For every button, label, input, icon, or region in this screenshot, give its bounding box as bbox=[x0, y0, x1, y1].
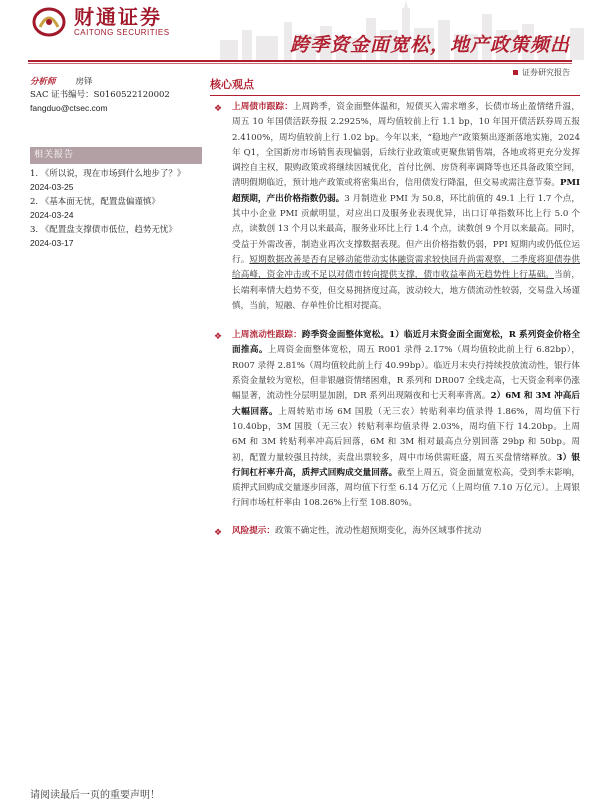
section-liquidity bbox=[210, 328, 580, 512]
section-text: 截至上周五，资金面量宽松高，受到季末影响，质押式回购成交量逐步回落，周均值下行至 6.14 万亿元（上周均值 7.10 万亿元）。上周银行间市场杠杆率由 108.26%上行至 108.80%。 bbox=[232, 467, 580, 509]
logo-chinese-name: 财通证券 bbox=[74, 5, 162, 29]
diamond-bullet-icon: ❖ bbox=[214, 527, 223, 538]
section-text: 当前，长端利率情大趋势不变，但交易拥挤度过高，波动较大，地方债流动性较弱，交易盘入场谨慎，当前，短融、存单性价比相对提高。 bbox=[232, 270, 580, 311]
diamond-bullet-icon: ❖ bbox=[214, 104, 223, 114]
report-type-text: 证券研究报告 bbox=[522, 68, 570, 77]
diamond-bullet-icon: ❖ bbox=[214, 332, 223, 343]
report-header bbox=[0, 0, 600, 72]
report-title: 跨季资金面宽松，地产政策频出 bbox=[289, 34, 570, 56]
related-reports-heading: 相关报告 bbox=[30, 147, 202, 164]
related-reports-list bbox=[30, 168, 202, 250]
related-report-date: 2024-03-25 bbox=[30, 182, 74, 192]
core-views-heading: 核心观点 bbox=[210, 76, 580, 96]
related-report-item[interactable] bbox=[30, 196, 202, 222]
footer-disclaimer: 请阅读最后一页的重要声明！ bbox=[30, 790, 160, 800]
section-text: 上周跨季，资金面整体温和，短债买入需求增多，长债市场止盈情绪升温，周五 10 年国债活跃券报 2.2925%，周均值较前上行 1.1 bp，10 年国开债活跃券周五报 2.4100%，周均值较前上行 1.02 bp。今年以来，“稳地产”政策频出逐渐落地实施，2024 年 Q1，全国新房市场销售表现偏弱，后续行业政策或更聚焦销售端，各地或将更充分发挥调控自主权，限购政策或将继续因城优化，首付比例、房贷利率调降等也还具备政策空间，清明假期临近，预计地产政策或将密集出台，信用债发行降温，但交易或需注意节奏。 bbox=[232, 102, 580, 189]
section-underlined-text: 短期数据改善是否有足够动能带动实体融资需求较快回升尚需观察，二季度将迎债券供给高峰，资金冲击或不足以对债市转向提供支撑，债市收益率尚无趋势性上行基础。 bbox=[232, 254, 580, 281]
section-text: 3 月制造业 PMI 为 50.8，环比前值的 49.1 上行 1.7 个点，其中小企业 PMI 贡献明显，对应出口及服务业表现优异，出口订单指数环比上行 5.0 个点，读数创 13 个月以来最高，服务业环比上行 1.4 个点，读数创 9 个月以来最高。同时，受益于外需改善，制造业再次支撑数据表现。但产出价格指数仍弱，PPI 短期内或仍低位运行。 bbox=[232, 193, 580, 265]
logo-emblem-icon bbox=[32, 7, 66, 37]
section-bold-text: PMI 超预期，产出价格指数仍弱。 bbox=[232, 178, 580, 204]
related-report-item[interactable] bbox=[30, 224, 202, 250]
analyst-row bbox=[30, 76, 202, 89]
main-content bbox=[210, 76, 580, 539]
header-divider-thin bbox=[28, 63, 572, 64]
related-report-date: 2024-03-24 bbox=[30, 210, 74, 220]
section-bold-text: 2）6M 和 3M 冲高后大幅回落。 bbox=[232, 391, 580, 417]
logo-english-name: CAITONG SECURITIES bbox=[74, 28, 170, 37]
related-report-title[interactable]: 1. 《所以说，现在市场到什么地步了？》 bbox=[30, 169, 186, 179]
analyst-name: 房铎 bbox=[75, 77, 93, 87]
section-bold-text: 3）银行间杠杆率升高，质押式回购成交量回落。 bbox=[232, 452, 580, 478]
section-title: 上周流动性跟踪： bbox=[232, 330, 302, 341]
section-title: 风险提示： bbox=[232, 525, 275, 536]
related-report-item[interactable] bbox=[30, 168, 202, 194]
section-text: 上周转贴市场 6M 国股（无三农）转贴利率均值录得 1.86%，周均值下行 10.40bp，3M 国股（无三农）转贴利率均值录得 2.03%，周均值下行 14.20bp。上周 6M 和 3M 转贴利率冲高后回落，6M 和 3M 相对最高点分别回落 29bp 和 50bp。周初，配置力量较强且持续，卖盘出票较多，周中市场供需旺盛，周五买盘情绪释放。 bbox=[232, 406, 580, 463]
related-report-title[interactable]: 2. 《基本面无忧，配置盘偏谨慎》 bbox=[30, 197, 160, 207]
section-risk bbox=[210, 524, 580, 539]
analyst-label: 分析师 bbox=[30, 77, 56, 87]
related-report-date: 2024-03-17 bbox=[30, 238, 74, 248]
analyst-email[interactable]: fangduo@ctsec.com bbox=[30, 103, 108, 113]
section-bold-text: 跨季资金面整体宽松。1）临近月末资金面全面宽松，R 系列资金价格全面推高。 bbox=[232, 330, 580, 356]
square-bullet-icon bbox=[513, 70, 518, 75]
section-text: 政策不确定性，流动性超预期变化，海外区域事件扰动 bbox=[274, 525, 482, 536]
analyst-sac-number: SAC 证书编号：S0160522120002 bbox=[30, 90, 170, 100]
section-text: 上周资金面整体宽松，周五 R001 录得 2.17%（周均值较此前上行 6.82bp），R007 录得 2.81%（周均值较此前上行 40.99bp）。临近月末央行持续投放流动性，银行体系资金量较为宽松，但非银融资情绪困难，R 系列和 DR007 全线走高，七天资金利率仍涨幅显著，流动性分层明显加剧，DR 系列出现隔夜和七天利率背离。 bbox=[232, 345, 580, 402]
related-report-title[interactable]: 3. 《配置盘支撑债市低位，趋势无忧》 bbox=[30, 225, 177, 235]
sidebar bbox=[30, 76, 202, 250]
section-title: 上周债市跟踪： bbox=[232, 102, 293, 112]
section-bond-market bbox=[210, 100, 580, 314]
header-divider bbox=[28, 60, 572, 62]
company-logo bbox=[32, 6, 170, 38]
